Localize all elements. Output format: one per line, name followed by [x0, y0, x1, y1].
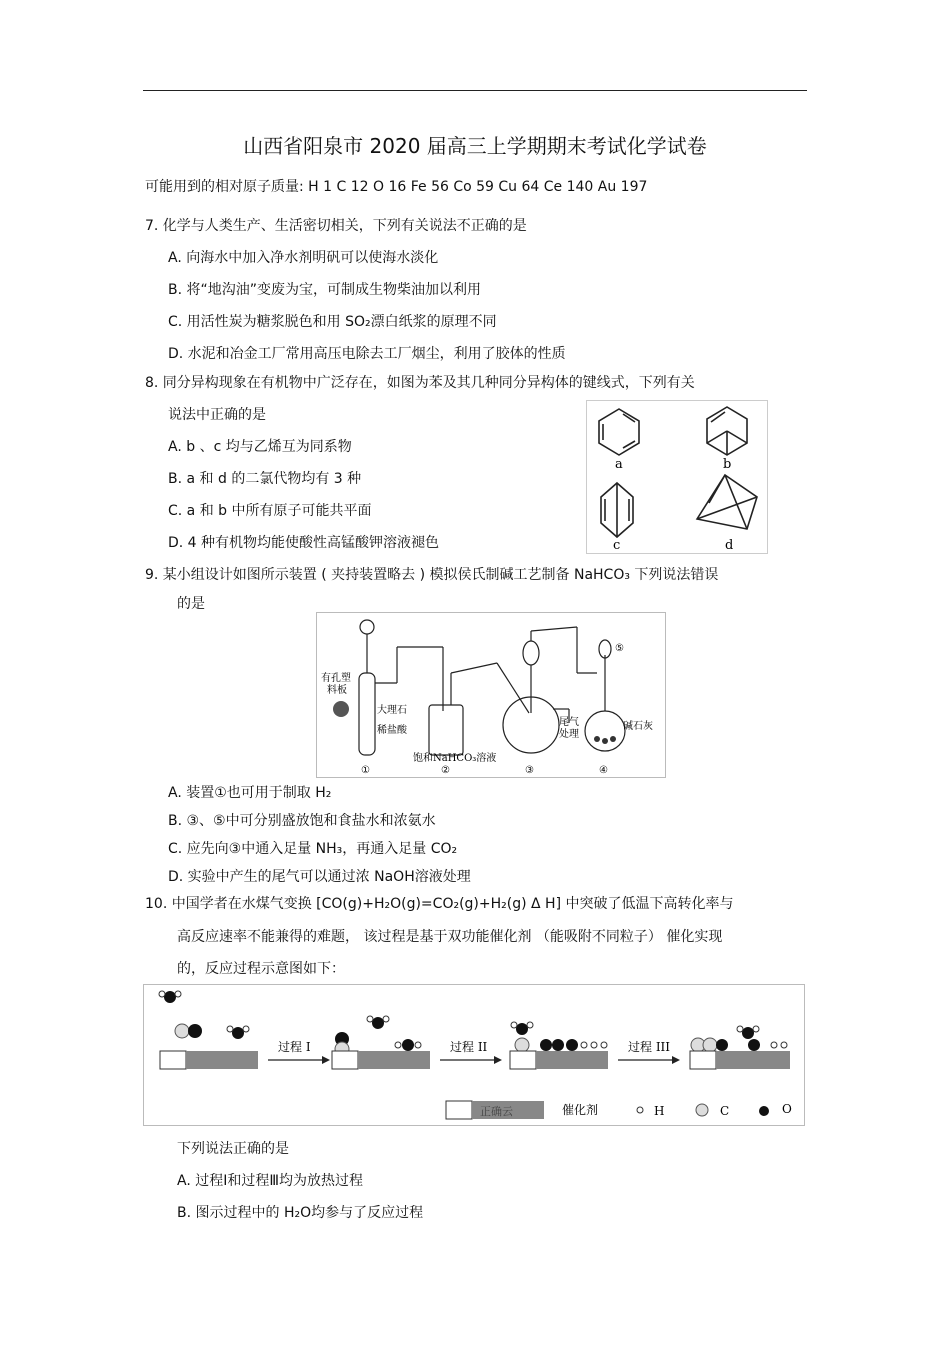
q9-option-d: D. 实验中产生的尾气可以通过浓 NaOH溶液处理 [168, 869, 471, 885]
structure-b [707, 407, 747, 455]
legend-o: O [782, 1102, 792, 1116]
reaction-process-figure [143, 984, 805, 1126]
q8-stem-cont: 说法中正确的是 [168, 407, 266, 423]
watermark-text: 正确云 [480, 1105, 513, 1118]
page-title: 山西省阳泉市 2020 届高三上学期期末考试化学试卷 [243, 134, 707, 158]
label-process-3: 过程 III [628, 1040, 671, 1054]
label-tail-2: 处理 [559, 729, 579, 740]
q8-option-a: A. b 、c 均与乙烯互为同系物 [168, 439, 352, 455]
label-n4: ④ [599, 765, 608, 776]
header-rule [143, 90, 807, 91]
label-process-1: 过程 I [278, 1040, 311, 1054]
q8-option-c: C. a 和 b 中所有原子可能共平面 [168, 503, 372, 519]
q8-option-b: B. a 和 d 的二氯代物均有 3 种 [168, 471, 362, 487]
structure-c [601, 483, 633, 537]
label-marble: 大理石 [377, 705, 407, 716]
q10-stem-cont2: 的，反应过程示意图如下： [177, 961, 345, 977]
label-n3: ③ [525, 765, 534, 776]
q10-stem-cont: 高反应速率不能兼得的难题， 该过程是基于双功能催化剂 （能吸附不同粒子） 催化实现 [177, 929, 723, 945]
q7-option-a: A. 向海水中加入净水剂明矾可以使海水淡化 [168, 250, 439, 266]
apparatus-figure [316, 612, 666, 778]
q7-option-d: D. 水泥和冶金工厂常用高压电除去工厂烟尘，利用了胶体的性质 [168, 346, 566, 362]
label-a: a [615, 457, 623, 472]
structure-a [599, 409, 639, 455]
label-soda-lime: 碱石灰 [623, 721, 653, 732]
label-plate-2: 料板 [327, 685, 347, 696]
q7-stem: 7. 化学与人类生产、生活密切相关，下列有关说法不正确的是 [145, 218, 527, 234]
legend-h: H [654, 1104, 665, 1118]
q9-stem-cont: 的是 [177, 596, 205, 612]
q10-option-b: B. 图示过程中的 H₂O均参与了反应过程 [177, 1205, 424, 1221]
structure-d [697, 475, 757, 529]
label-c: c [613, 538, 621, 553]
q9-option-c: C. 应先向③中通入足量 NH₃，再通入足量 CO₂ [168, 841, 458, 857]
legend-catalyst: 催化剂 [562, 1103, 599, 1117]
label-process-2: 过程 II [450, 1040, 488, 1054]
q9-option-a: A. 装置①也可用于制取 H₂ [168, 785, 332, 801]
label-n1: ① [361, 765, 370, 776]
label-acid: 稀盐酸 [377, 725, 407, 736]
q9-stem: 9. 某小组设计如图所示装置 ( 夹持装置略去 ) 模拟侯氏制碱工艺制备 NaHCO₃ 下列说法错误 [145, 567, 719, 583]
label-bicarb: 饱和NaHCO₃溶液 [413, 753, 497, 764]
q10-prompt: 下列说法正确的是 [177, 1141, 289, 1157]
perforated-plate-icon [333, 701, 349, 717]
q8-stem: 8. 同分异构现象在有机物中广泛存在，如图为苯及其几种同分异构体的键线式，下列有关 [145, 375, 695, 391]
isomer-structures-figure [586, 400, 768, 554]
label-plate-1: 有孔塑 [321, 673, 351, 684]
label-b: b [723, 457, 732, 472]
label-n2: ② [441, 765, 450, 776]
q8-option-d: D. 4 种有机物均能使酸性高锰酸钾溶液褪色 [168, 535, 440, 551]
atomic-masses: 可能用到的相对原子质量: H 1 C 12 O 16 Fe 56 Co 59 Cu 64 Ce 140 Au 197 [145, 179, 648, 195]
legend-c: C [720, 1104, 730, 1118]
q7-option-c: C. 用活性炭为糖浆脱色和用 SO₂漂白纸浆的原理不同 [168, 314, 497, 330]
label-d: d [725, 538, 734, 553]
q7-option-b: B. 将“地沟油”变废为宝，可制成生物柴油加以利用 [168, 282, 482, 298]
label-tail-1: 尾气 [559, 717, 579, 728]
q9-option-b: B. ③、⑤中可分别盛放饱和食盐水和浓氨水 [168, 813, 436, 829]
q10-stem: 10. 中国学者在水煤气变换 [CO(g)+H₂O(g)=CO₂(g)+H₂(g) Δ H] 中突破了低温下高转化率与 [145, 896, 734, 912]
q10-option-a: A. 过程Ⅰ和过程Ⅲ均为放热过程 [177, 1173, 364, 1189]
label-n5: ⑤ [615, 643, 624, 654]
